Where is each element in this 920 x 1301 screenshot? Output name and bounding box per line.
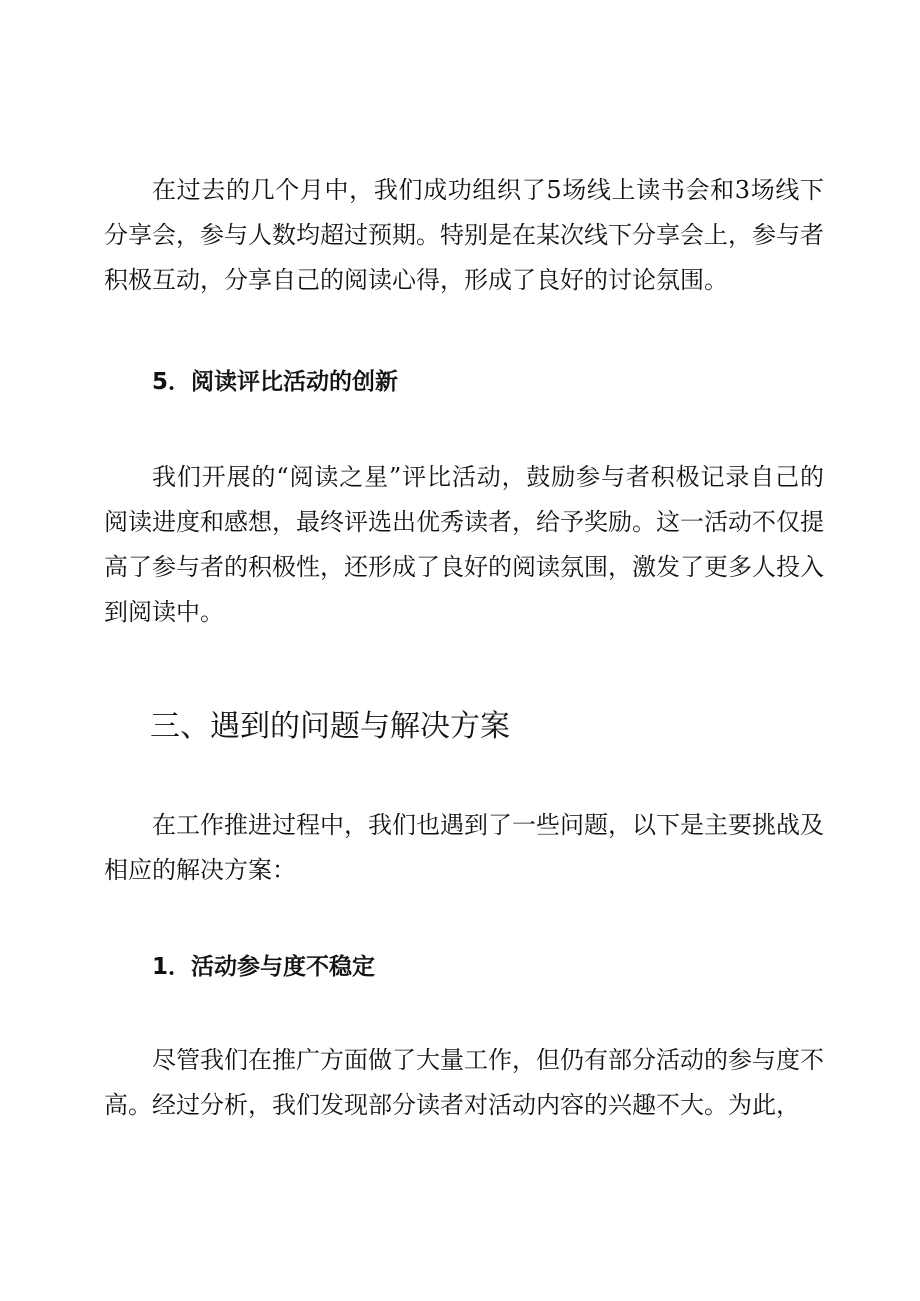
- paragraph-participation-analysis: 尽管我们在推广方面做了大量工作，但仍有部分活动的参与度不高。经过分析，我们发现部分读者对活动内容的兴趣不大。为此，: [104, 1046, 824, 1119]
- paragraph-online-offline-events: 在过去的几个月中，我们成功组织了5场线上读书会和3场线下分享会，参与人数均超过预期。特别是在某次线下分享会上，参与者积极互动，分享自己的阅读心得，形成了良好的讨论氛围。: [104, 176, 824, 294]
- subheading-reading-contest-innovation: 5．阅读评比活动的创新: [152, 369, 399, 395]
- section-title-problems-solutions: 三、遇到的问题与解决方案: [150, 709, 510, 744]
- paragraph-challenges-intro: 在工作推进过程中，我们也遇到了一些问题，以下是主要挑战及相应的解决方案：: [104, 811, 824, 884]
- paragraph-reading-star-contest: 我们开展的“阅读之星”评比活动，鼓励参与者积极记录自己的阅读进度和感想，最终评选出优秀读者，给予奖励。这一活动不仅提高了参与者的积极性，还形成了良好的阅读氛围，激发了更多人投入到阅读中。: [104, 463, 824, 626]
- subheading-unstable-participation: 1．活动参与度不稳定: [152, 954, 376, 980]
